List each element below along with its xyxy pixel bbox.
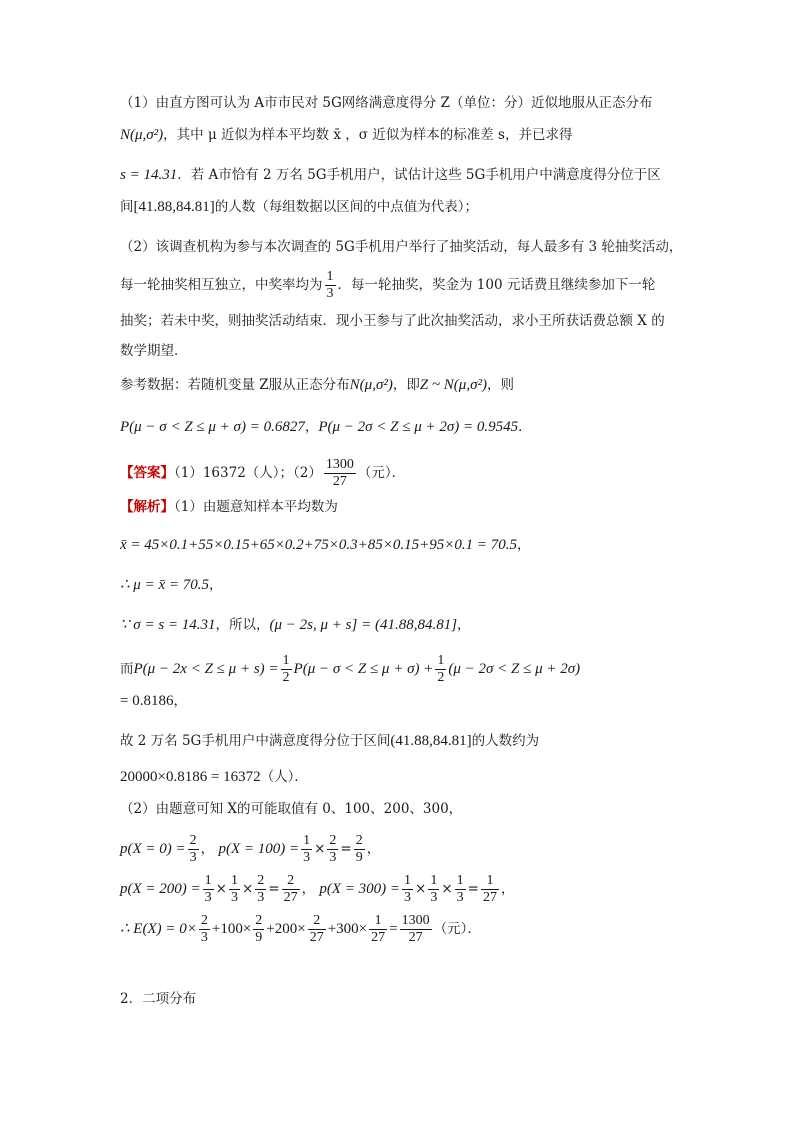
sigma-text: ，所以， [215,617,270,633]
px200-label: p(X = 200) = [120,881,201,897]
frac-num: 2 [329,833,337,848]
count-formula: 20000×0.8186 = 16372 [120,769,261,785]
frac-num: 1 [326,269,334,284]
count-line-1 [120,730,680,752]
frac-num: 2 [189,833,197,848]
q2-text-2a: 每一轮抽奖相互独立，中奖率均为 [120,277,323,293]
frac-num: 2 [257,873,265,888]
q1-line-3 [120,164,680,186]
q2-line-2 [120,270,680,301]
px200-frac-4 [282,874,300,905]
frac-num: 1 [230,873,238,888]
prob-formula-c: (μ − 2σ < Z ≤ μ + 2σ) [448,661,581,677]
q1-text-1: （1）由直方图可认为 A市市民对 5G网络满意度得分 Z（单位：分）近似地服从正态分布 [120,95,653,111]
px100-frac-2 [327,834,338,865]
mean-formula: x̄ = 45×0.1+55×0.15+65×0.2+75×0.3+85×0.15+95×0.1 = 70.5 [120,537,517,553]
ex-label: ∴ E(X) = 0× [120,921,197,937]
px200-sep: ， [301,881,316,897]
frac-num: 1 [204,873,212,888]
ref-line-1 [120,374,680,396]
mean-line [120,534,680,556]
std-value: s = 14.31 [120,167,178,183]
section-title: 2．二项分布 [120,991,197,1007]
q1-text-4c: 的人数（每组数据以区间的中点值为代表）； [214,199,478,215]
ex-frac-3 [308,914,326,945]
half-fraction-1 [281,654,292,685]
px-line-1: p(X = 0) = $\frac{2}{3}$ ， p(X = 100) = $\frac{1}{3}$ × $\frac{2}{3}$ = $\frac{2}{9}$ ， [120,833,381,865]
frac-den: 3 [189,850,197,865]
ex-frac-5 [400,914,432,945]
ex-equals: = [389,921,398,937]
mean-end: ， [517,537,531,553]
frac-den: 9 [355,850,363,865]
ref-prob-2: P(μ − 2σ < Z ≤ μ + 2σ) = 0.9545 [318,419,519,435]
q1-text-2: ，其中 μ 近似为样本平均数 x̄ ，σ 近似为样本的标准差 s，并已求得 [163,127,573,143]
ex-frac-1 [199,914,210,945]
q2-line-3 [120,310,680,332]
frac-den: 3 [303,850,311,865]
ex-frac-2 [253,914,264,945]
frac-num: 1 [369,914,387,930]
px200-frac-2 [229,874,240,905]
px100-frac-3 [354,834,365,865]
q2-text-3: 抽奖；若未中奖，则抽奖活动结束．现小王参与了此次抽奖活动，求小王所获话费总额 X 的 [120,313,665,329]
answer-text-1: （1）16372（人）；（2） [174,465,322,481]
ex-term-b: +100× [211,921,252,937]
frac-den: 3 [326,286,334,301]
answer-line [120,458,680,489]
px0-fraction [188,834,199,865]
frac-den: 3 [430,890,438,905]
answer-text-2: （元）． [357,465,406,481]
prob-formula-b: P(μ − σ < Z ≤ μ + σ) + [293,661,434,677]
px300-label: p(X = 300) = [319,881,401,897]
sigma-end: ， [457,617,471,633]
prob-line [120,654,680,685]
px0-sep: ， [200,841,215,857]
q1-line-1 [120,92,680,114]
frac-den: 3 [257,890,265,905]
px300-frac-1 [402,874,413,905]
frac-den: 27 [482,890,497,905]
expectation-line [120,914,680,945]
frac-den: 27 [309,930,324,945]
px200-frac-1 [203,874,214,905]
frac-num: 1300 [325,457,354,472]
interval: [41.88,84.81] [133,199,215,215]
mu-formula: ∴ μ = x̄ = 70.5 [120,577,209,593]
count-end: （人）． [260,769,308,785]
px200-frac-3 [255,874,266,905]
q2-text-2b: ．每一轮抽奖，奖金为 100 元话费且继续参加下一轮 [337,277,656,293]
frac-num: 1 [282,653,290,668]
half-fraction-2 [435,654,446,685]
mu-end: ， [208,577,223,593]
prob-result-end: ， [173,693,187,709]
q1-text-3: ．若 A市恰有 2 万名 5G手机用户，试估计这些 5G手机用户中满意度得分位于区 [177,167,661,183]
analysis-text-1: （1）由题意知样本平均数为 [174,499,338,515]
ref-normal: N(μ,σ²) [349,377,393,393]
frac-den: 3 [456,890,464,905]
ref-end: ． [518,419,532,435]
ref-line-2 [120,416,680,438]
ref-text-1e: ，则 [486,377,514,393]
q2-text-4: 数学期望． [120,343,188,359]
ref-text-1a: 参考数据：若随机变量 Z服从正态分布 [120,377,350,393]
frac-num: 1 [456,873,464,888]
ref-prob-1: P(μ − σ < Z ≤ μ + σ) = 0.6827 [120,419,305,435]
analysis-line-1 [120,496,680,518]
frac-den: 9 [255,930,263,945]
prob-text: 而 [120,661,134,677]
ex-term-d: +300× [327,921,368,937]
ref-sep: ， [304,419,319,435]
prob-result-line [120,690,680,712]
frac-den: 2 [282,670,290,685]
ref-z-dist: Z ~ N(μ,σ²) [419,377,487,393]
q2-text-1: （2）该调查机构为参与本次调查的 5G手机用户举行了抽奖活动，每人最多有 3 轮抽奖活动， [120,239,683,255]
q1-line-2 [120,124,680,146]
ref-text-1c: ，即 [392,377,420,393]
answer-tag: 【答案】 [120,465,174,481]
frac-den: 3 [404,890,412,905]
q1-text-4a: 间 [120,199,134,215]
frac-num: 2 [255,913,263,928]
sigma-line [120,614,680,636]
px300-frac-3 [455,874,466,905]
q1-line-4 [120,196,680,218]
frac-num: 2 [355,833,363,848]
normal-dist-notation: N(μ,σ²) [120,127,164,143]
frac-den: 3 [329,850,337,865]
answer-fraction [324,458,356,489]
frac-den: 3 [200,930,208,945]
px300-frac-2 [428,874,439,905]
frac-den: 2 [437,670,445,685]
q2-line-4 [120,340,680,362]
count-interval: (41.88,84.81] [390,733,472,749]
px300-frac-4 [481,874,499,905]
frac-den: 27 [283,890,298,905]
px0-label: p(X = 0) = [120,841,186,857]
mu-line [120,574,680,596]
frac-den: 3 [230,890,238,905]
prob-result: = 0.8186 [120,693,174,709]
ex-term-c: +200× [266,921,306,937]
frac-num: 1 [404,873,412,888]
frac-num: 1300 [401,913,430,928]
q2-intro-text: （2）由题意可知 X的可能取值有 0、100、200、300， [120,801,463,817]
frac-num: 2 [200,913,208,928]
px-line-2: p(X = 200) = $\frac{1}{3}$ × $\frac{1}{3}$ × $\frac{2}{3}$ = $\frac{2}{27}$ ， p(X = 300) = $\frac{1}{3}$ × $\frac{1}{3}$ × $\frac{1}{3}$ = $\frac{1}{27}$ ， [120,873,515,905]
ex-frac-4 [369,914,387,945]
sigma-formula: ∵ σ = s = 14.31 [120,617,216,633]
prob-formula-a: P(μ − 2x < Z ≤ μ + s) = [133,661,279,677]
q2-analysis-intro [120,798,680,820]
frac-num: 1 [303,833,311,848]
count-text-a: 故 2 万名 5G手机用户中满意度得分位于区间 [120,733,391,749]
section-heading [120,988,680,1010]
frac-den: 27 [371,930,386,945]
frac-den: 3 [204,890,212,905]
frac-num: 2 [308,914,326,930]
px300-end: ， [500,881,515,897]
px100-frac-1 [301,834,312,865]
frac-num: 1 [437,653,445,668]
px100-label: p(X = 100) = [218,841,300,857]
analysis-tag: 【解析】 [120,499,174,515]
sigma-interval: (μ − 2s, μ + s] = (41.88,84.81] [269,617,458,633]
frac-num: 2 [282,874,300,890]
frac-den: 27 [408,930,423,945]
frac-num: 1 [430,873,438,888]
win-rate-fraction [325,270,336,301]
count-line-2 [120,766,680,788]
q2-line-1 [120,236,683,258]
frac-den: 27 [332,474,347,489]
count-text-c: 的人数约为 [471,733,540,749]
px100-end: ， [366,841,381,857]
frac-num: 1 [481,874,499,890]
ex-end: （元）． [433,921,481,937]
